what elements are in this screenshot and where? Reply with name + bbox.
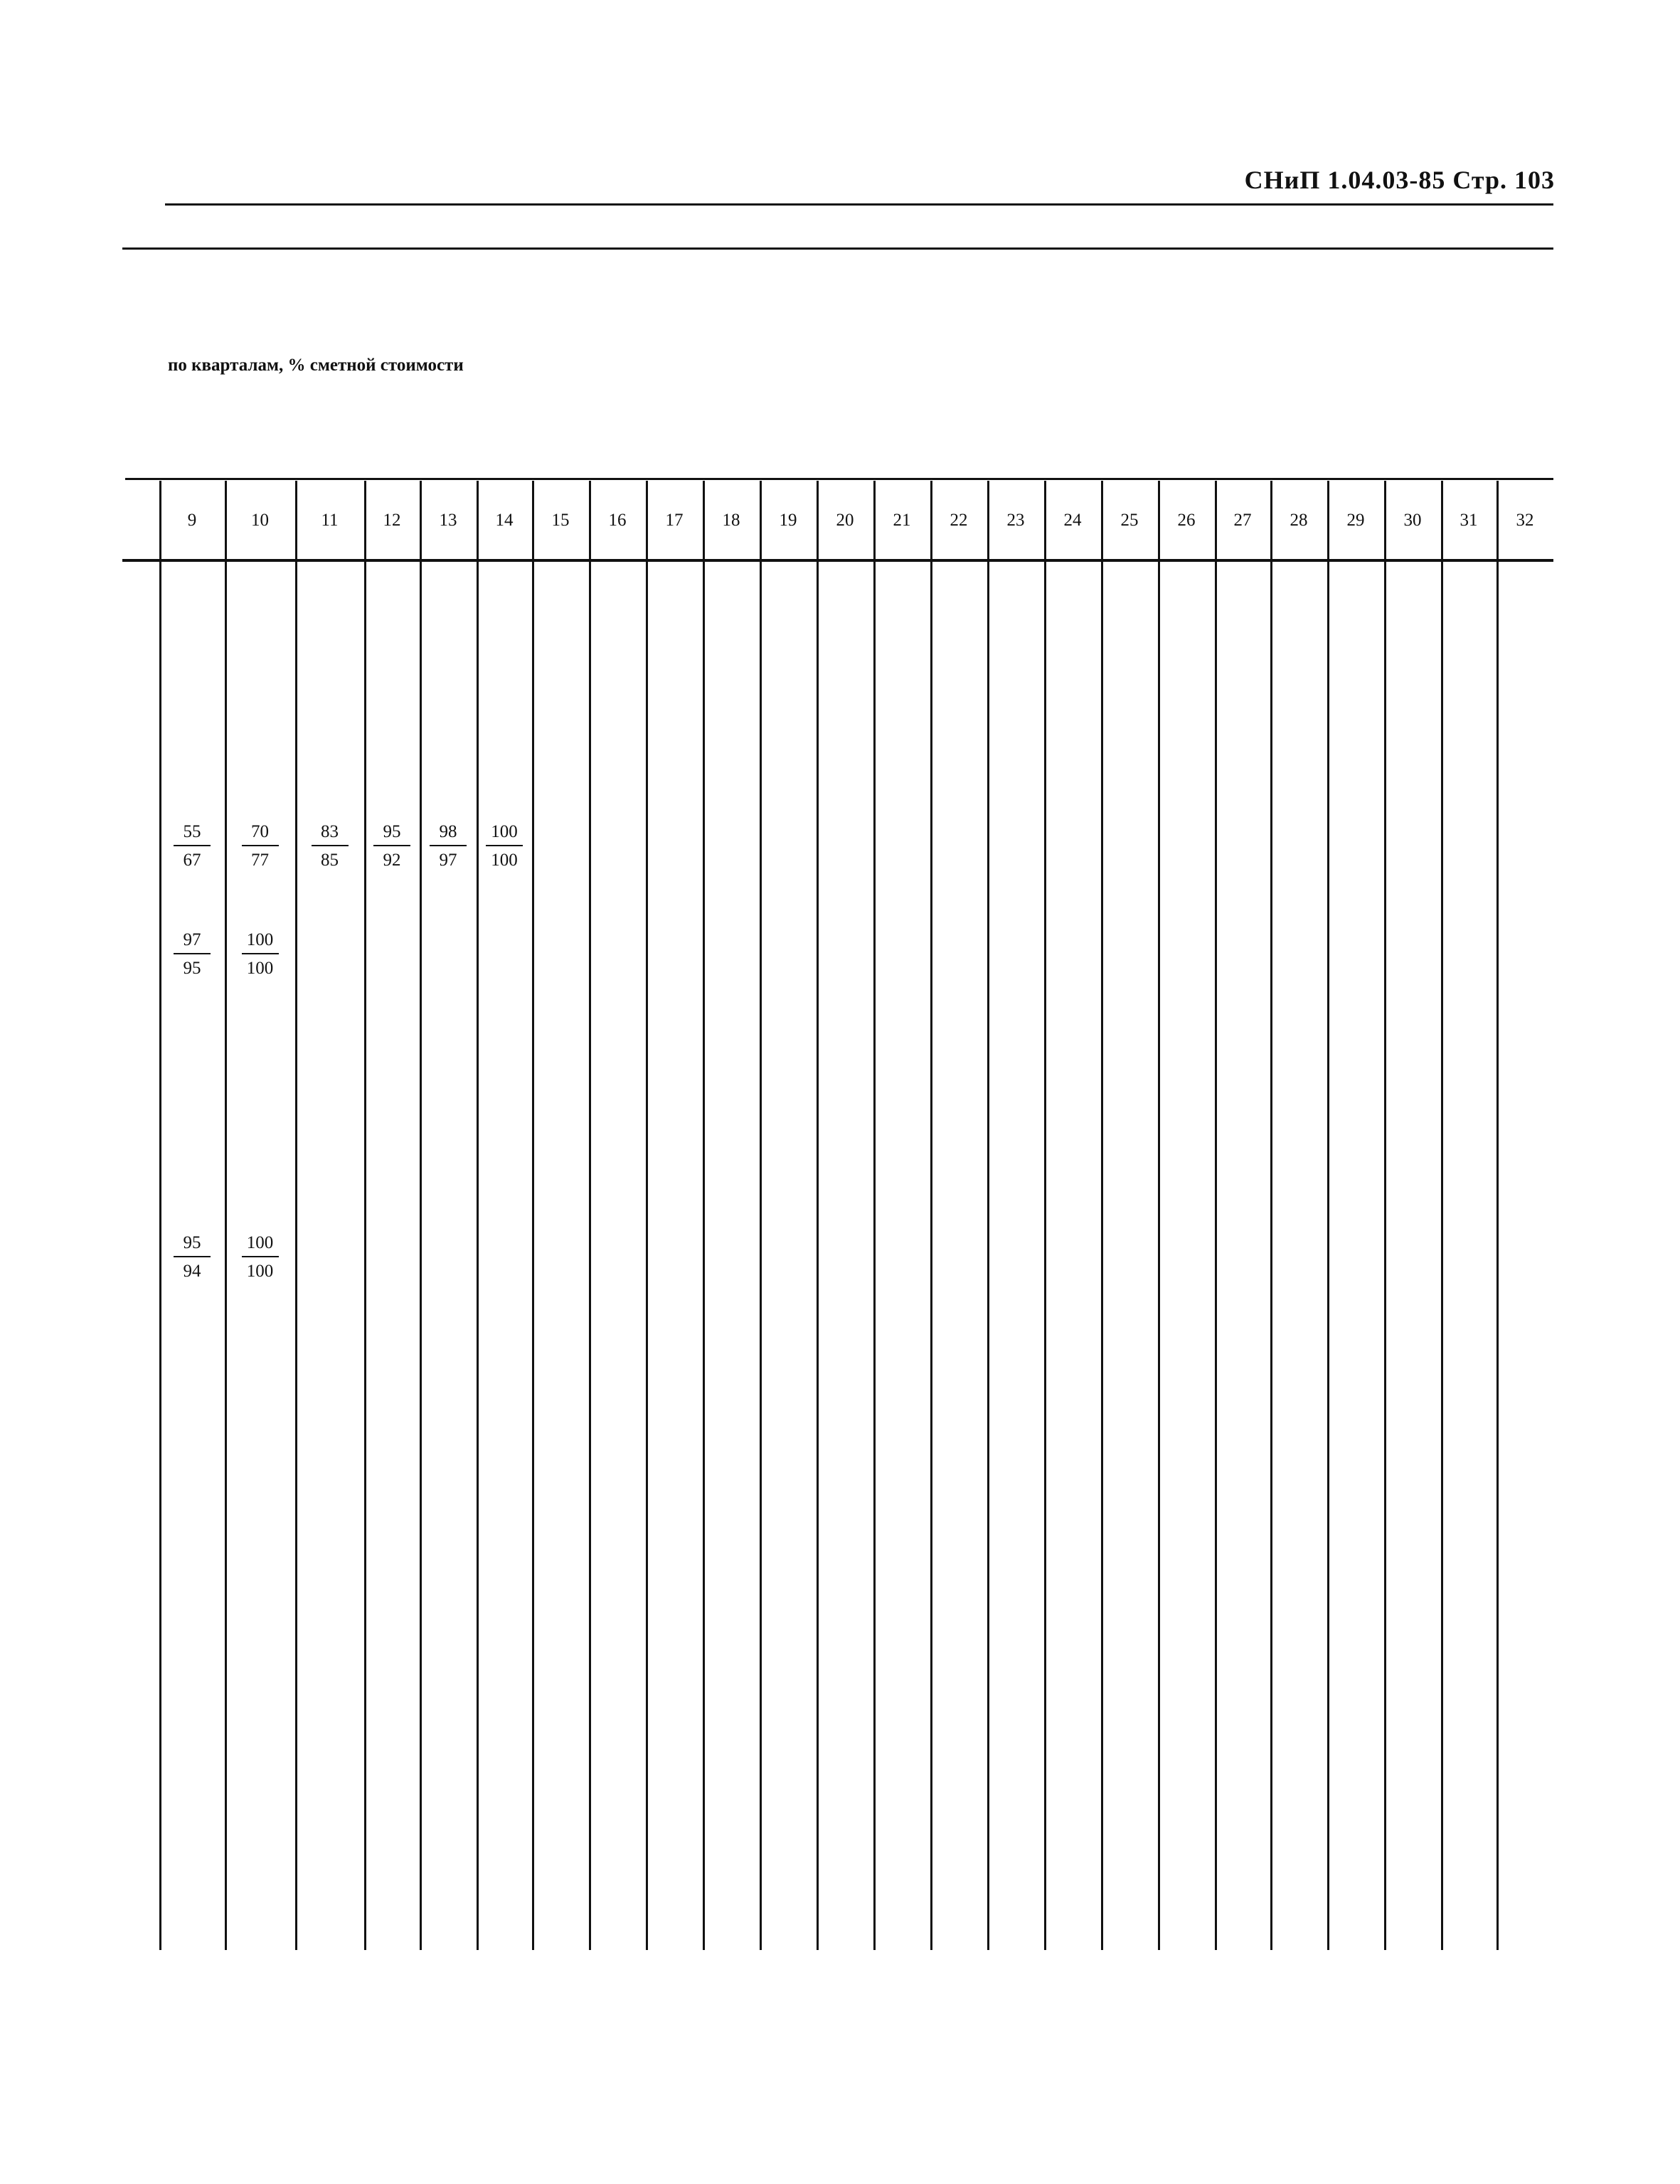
column-number-13: 13 xyxy=(439,511,457,530)
fraction-denominator: 95 xyxy=(183,959,201,978)
column-number-30: 30 xyxy=(1403,511,1422,530)
column-divider xyxy=(873,481,876,1950)
column-divider xyxy=(364,481,366,1950)
column-divider xyxy=(477,481,479,1950)
column-number-19: 19 xyxy=(779,511,797,530)
column-divider xyxy=(1384,481,1386,1950)
fraction-numerator: 100 xyxy=(246,1233,274,1252)
column-divider xyxy=(1215,481,1217,1950)
fraction-denominator: 100 xyxy=(246,959,274,978)
column-divider xyxy=(760,481,762,1950)
fraction-numerator: 98 xyxy=(439,822,457,841)
column-divider xyxy=(1327,481,1329,1950)
column-number-28: 28 xyxy=(1290,511,1308,530)
column-number-25: 25 xyxy=(1120,511,1139,530)
fraction-numerator: 83 xyxy=(321,822,339,841)
column-divider xyxy=(1270,481,1272,1950)
fraction-denominator: 77 xyxy=(251,851,269,870)
page-header-doc-ref: СНиП 1.04.03-85 Стр. 103 xyxy=(1244,166,1555,194)
fraction-denominator: 100 xyxy=(246,1262,274,1281)
column-number-29: 29 xyxy=(1346,511,1365,530)
column-number-21: 21 xyxy=(893,511,911,530)
column-number-16: 16 xyxy=(608,511,627,530)
fraction-denominator: 100 xyxy=(491,851,518,870)
column-divider xyxy=(532,481,534,1950)
fraction-cell-col-10 xyxy=(225,1230,296,1286)
column-divider xyxy=(420,481,422,1950)
fraction-cell-col-9 xyxy=(156,927,228,983)
fraction-cell-col-9 xyxy=(156,819,228,875)
column-number-20: 20 xyxy=(836,511,854,530)
table-caption: по кварталам, % сметной стоимости xyxy=(168,356,464,375)
fraction-denominator: 67 xyxy=(183,851,201,870)
fraction-cell-col-11 xyxy=(294,819,366,875)
fraction-numerator: 100 xyxy=(491,822,518,841)
column-divider xyxy=(930,481,932,1950)
column-divider xyxy=(1441,481,1443,1950)
column-number-27: 27 xyxy=(1233,511,1252,530)
fraction-cell-col-10 xyxy=(225,819,296,875)
fraction-numerator: 95 xyxy=(383,822,401,841)
fraction-denominator: 92 xyxy=(383,851,401,870)
column-divider xyxy=(1496,481,1499,1950)
column-number-14: 14 xyxy=(495,511,514,530)
column-divider xyxy=(1158,481,1160,1950)
column-number-22: 22 xyxy=(950,511,968,530)
column-divider xyxy=(225,481,227,1950)
fraction-numerator: 97 xyxy=(183,930,201,949)
column-divider xyxy=(987,481,989,1950)
column-divider xyxy=(159,481,161,1950)
column-number-23: 23 xyxy=(1006,511,1025,530)
column-number-12: 12 xyxy=(383,511,401,530)
column-number-26: 26 xyxy=(1177,511,1196,530)
column-divider xyxy=(817,481,819,1950)
fraction-numerator: 55 xyxy=(183,822,201,841)
column-number-17: 17 xyxy=(665,511,684,530)
column-divider xyxy=(646,481,648,1950)
column-number-9: 9 xyxy=(187,511,197,530)
column-divider xyxy=(295,481,297,1950)
column-number-18: 18 xyxy=(722,511,740,530)
fraction-numerator: 70 xyxy=(251,822,269,841)
fraction-cell-col-14 xyxy=(469,819,540,875)
fraction-numerator: 100 xyxy=(246,930,274,949)
fraction-denominator: 85 xyxy=(321,851,339,870)
fraction-denominator: 94 xyxy=(183,1262,201,1281)
column-number-10: 10 xyxy=(251,511,269,530)
fraction-cell-col-9 xyxy=(156,1230,228,1286)
column-divider xyxy=(589,481,591,1950)
column-number-15: 15 xyxy=(551,511,570,530)
column-number-11: 11 xyxy=(321,511,339,530)
column-number-24: 24 xyxy=(1063,511,1082,530)
fraction-numerator: 95 xyxy=(183,1233,201,1252)
fraction-cell-col-10 xyxy=(225,927,296,983)
column-divider xyxy=(1101,481,1103,1950)
column-divider xyxy=(703,481,705,1950)
column-number-32: 32 xyxy=(1516,511,1534,530)
column-number-31: 31 xyxy=(1460,511,1478,530)
column-divider xyxy=(1044,481,1046,1950)
fraction-denominator: 97 xyxy=(439,851,457,870)
